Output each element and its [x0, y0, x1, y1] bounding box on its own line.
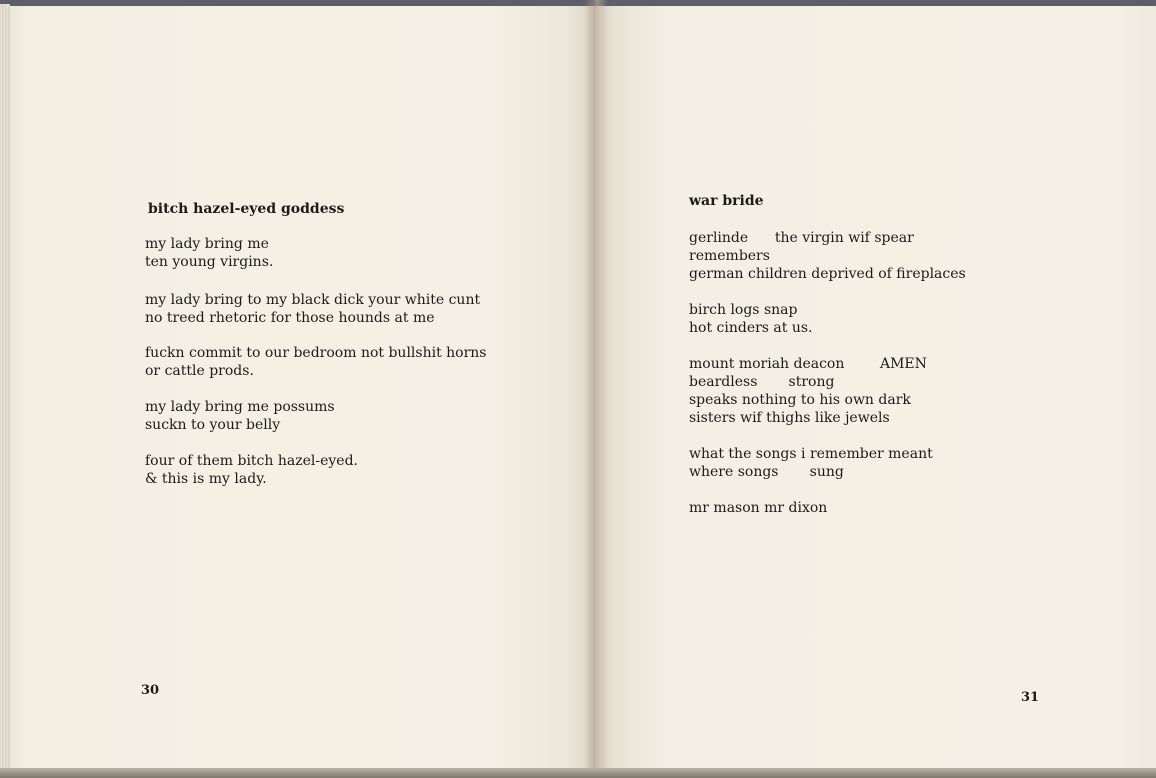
poem-line: beardless strong — [689, 374, 835, 390]
right-page — [596, 6, 1156, 772]
poem-line: no treed rhetoric for those hounds at me — [145, 310, 435, 326]
poem-line: my lady bring me — [145, 236, 269, 252]
poem-title: war bride — [689, 193, 764, 209]
bottom-shadow — [0, 768, 1156, 778]
page-number: 31 — [1021, 690, 1040, 705]
poem-title: bitch hazel-eyed goddess — [148, 201, 345, 217]
poem-line: hot cinders at us. — [689, 320, 813, 336]
page-edges — [0, 4, 10, 774]
poem-line: suckn to your belly — [145, 417, 281, 433]
poem-line: ten young virgins. — [145, 254, 274, 270]
poem-line: german children deprived of fireplaces — [689, 266, 966, 282]
poem-line: where songs sung — [689, 464, 844, 480]
poem-line: what the songs i remember meant — [689, 446, 933, 462]
poem-line: fuckn commit to our bedroom not bullshit horns — [145, 345, 487, 361]
poem-line: mr mason mr dixon — [689, 500, 828, 516]
poem-line: four of them bitch hazel-eyed. — [145, 453, 358, 469]
left-page — [6, 6, 596, 772]
poem-line: or cattle prods. — [145, 363, 254, 379]
poem-line: speaks nothing to his own dark — [689, 392, 911, 408]
poem-line: my lady bring to my black dick your white cunt — [145, 292, 481, 308]
poem-line: & this is my lady. — [145, 471, 267, 487]
page-number: 30 — [141, 683, 160, 698]
poem-line: my lady bring me possums — [145, 399, 335, 415]
poem-line: remembers — [689, 248, 770, 264]
book-gutter — [584, 0, 608, 778]
poem-line: mount moriah deacon AMEN — [689, 356, 927, 372]
poem-line: birch logs snap — [689, 302, 798, 318]
poem-line: sisters wif thighs like jewels — [689, 410, 890, 426]
poem-line: gerlinde the virgin wif spear — [689, 230, 914, 246]
